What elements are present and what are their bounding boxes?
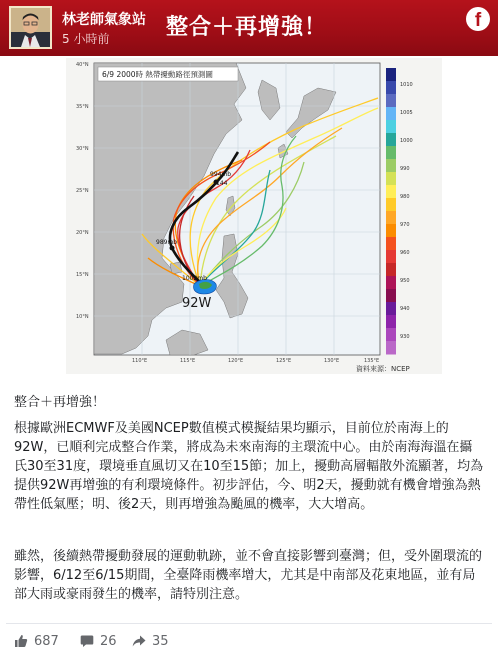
comment-count: 26 xyxy=(100,634,117,649)
colorbar-segment xyxy=(386,185,396,199)
colorbar-tick: 930 xyxy=(400,334,410,340)
lon-label: 115°E xyxy=(180,358,196,364)
colorbar-segment xyxy=(386,68,396,82)
lat-label: 10°N xyxy=(76,314,89,320)
post-paragraph: 根據歐洲ECMWF及美國NCEP數值模式模擬結果均顯示，目前位於南海上的92W，已順利完成整合作業，將成為未來南海的主環流中心。由於南海海溫在攝氏30至31度，環境垂直風切又在10至15節；加上，擾動高層輻散外流顯著，均為提供92W再增強的有利環境條件。初步評估，今、明2天，擾動就有機會增強為熱帶性低氣壓；明、後2天，則再增強為颱風的機率，大大增高。 xyxy=(14,421,484,512)
lat-label: 30°N xyxy=(76,146,89,152)
colorbar-tick: 950 xyxy=(400,278,410,284)
map-title: 6/9 2000時 熱帶擾動路徑預測圖 xyxy=(102,70,213,79)
post-timestamp[interactable]: 5 小時前 xyxy=(62,32,110,46)
pressure-label: 144 xyxy=(216,180,228,187)
colorbar-segment xyxy=(386,159,396,173)
storm-label: 92W xyxy=(182,296,212,311)
colorbar-tick: 960 xyxy=(400,250,410,256)
like-count: 687 xyxy=(34,634,59,649)
colorbar-segment xyxy=(386,276,396,290)
colorbar-tick: 1000 xyxy=(400,138,413,144)
lat-label: 35°N xyxy=(76,104,89,110)
pressure-label: 994mb xyxy=(210,171,232,178)
colorbar-segment xyxy=(386,289,396,303)
lon-label: 120°E xyxy=(228,358,244,364)
colorbar-segment xyxy=(386,224,396,238)
colorbar-tick: 970 xyxy=(400,222,410,228)
forecast-track-map-graphic xyxy=(66,58,442,374)
thumbs-up-icon xyxy=(14,634,28,648)
avatar-portrait xyxy=(11,8,50,47)
pressure-label: 989mb xyxy=(156,239,178,246)
pressure-label: 1002mb xyxy=(182,275,207,282)
colorbar-tick: 980 xyxy=(400,194,410,200)
colorbar-segment xyxy=(386,302,396,316)
colorbar-tick: 1005 xyxy=(400,110,413,116)
comment-icon xyxy=(80,634,94,648)
colorbar-segment xyxy=(386,341,396,355)
post-header xyxy=(0,0,498,56)
lon-label: 135°E xyxy=(364,358,380,364)
comment-reaction[interactable] xyxy=(80,634,117,652)
map-source: 資料來源：NCEP xyxy=(356,365,410,373)
colorbar-segment xyxy=(386,263,396,277)
share-reaction[interactable] xyxy=(132,634,169,652)
lat-label: 40°N xyxy=(76,62,89,68)
lon-label: 125°E xyxy=(276,358,292,364)
colorbar-segment xyxy=(386,237,396,251)
pressure-colorbar xyxy=(386,68,396,355)
colorbar-segment xyxy=(386,172,396,186)
facebook-icon[interactable]: f xyxy=(466,7,490,31)
colorbar-segment xyxy=(386,133,396,147)
colorbar-tick: 990 xyxy=(400,166,410,172)
colorbar-segment xyxy=(386,198,396,212)
lon-label: 130°E xyxy=(324,358,340,364)
colorbar-tick: 1010 xyxy=(400,82,413,88)
lat-label: 25°N xyxy=(76,188,89,194)
colorbar-segment xyxy=(386,146,396,160)
page-name[interactable]: 林老師氣象站 xyxy=(62,12,146,28)
post-headline: 整合＋再增強！ xyxy=(166,15,328,40)
reactions-divider xyxy=(6,623,492,624)
lat-label: 20°N xyxy=(76,230,89,236)
post-paragraph: 雖然，後續熱帶擾動發展的運動軌跡，並不會直接影響到臺灣；但，受外圍環流的影響，6/12至6/15期間，全臺降雨機率增大，尤其是中南部及花東地區，並有局部大雨或豪雨發生的機率，請特別注意。 xyxy=(14,549,483,602)
colorbar-segment xyxy=(386,94,396,108)
post-title: 整合＋再增強！ xyxy=(14,395,106,410)
colorbar-segment xyxy=(386,328,396,342)
forecast-track-map[interactable] xyxy=(66,58,442,374)
share-count: 35 xyxy=(152,634,169,649)
like-reaction[interactable] xyxy=(14,634,59,652)
share-arrow-icon xyxy=(132,634,146,648)
lat-label: 15°N xyxy=(76,272,89,278)
colorbar-segment xyxy=(386,250,396,264)
colorbar-tick: 940 xyxy=(400,306,410,312)
colorbar-segment xyxy=(386,107,396,121)
colorbar-segment xyxy=(386,81,396,95)
lon-label: 110°E xyxy=(132,358,148,364)
colorbar-segment xyxy=(386,315,396,329)
colorbar-segment xyxy=(386,120,396,134)
page-avatar[interactable] xyxy=(9,6,52,49)
colorbar-segment xyxy=(386,211,396,225)
